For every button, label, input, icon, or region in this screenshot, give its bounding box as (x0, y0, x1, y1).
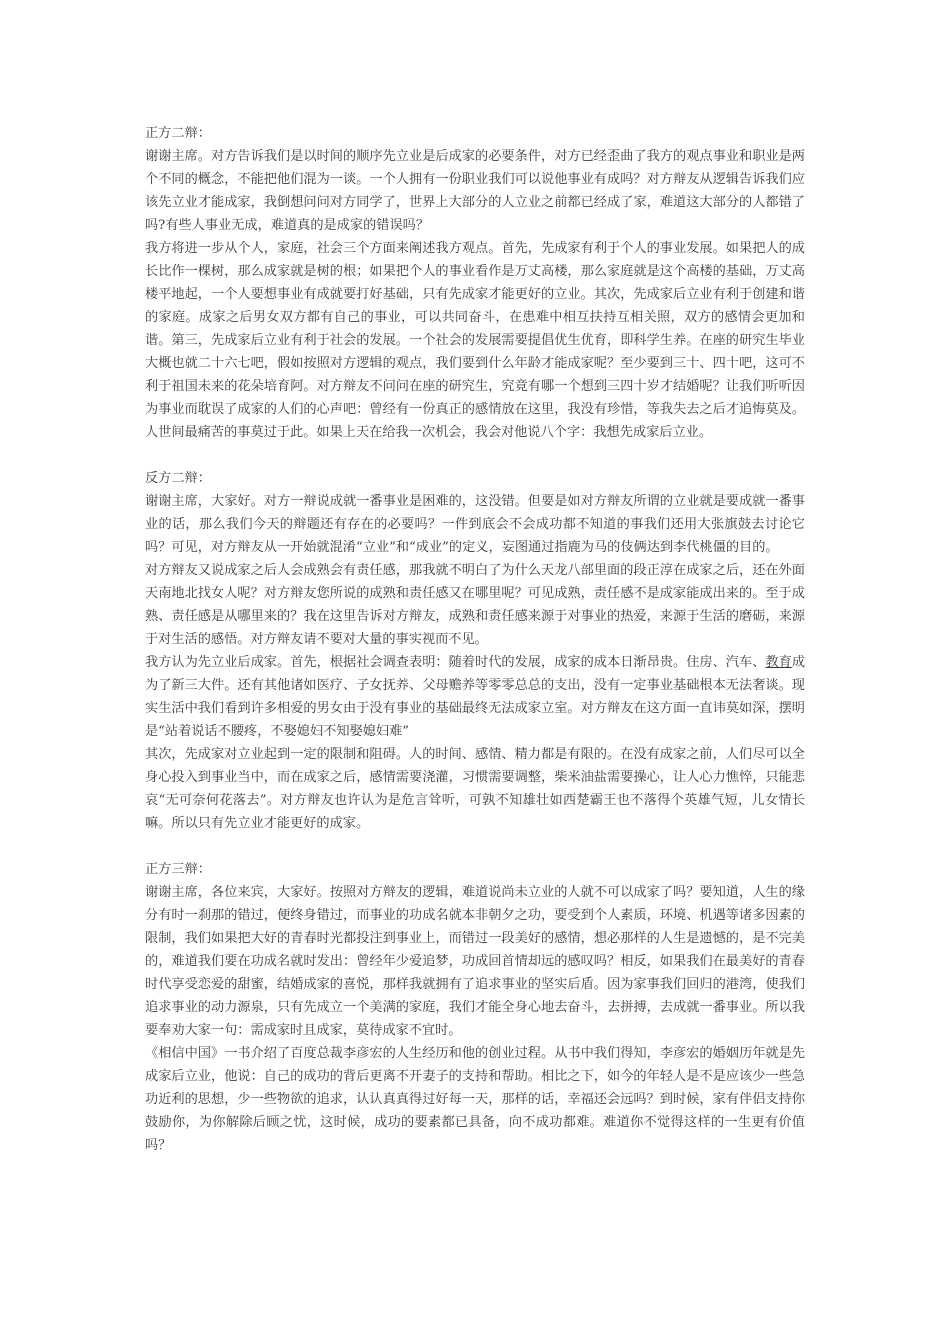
paragraph: 其次，先成家对立业起到一定的限制和阻碍。人的时间、感情、精力都是有限的。在没有成家之前，人们尽可以全身心投入到事业当中，而在成家之后，感情需要浇灌，习惯需要调整，柴米油盐需要操心，让人心力憔悴，只能悲哀“无可奈何花落去”。对方辩友也许认为是危言耸听，可孰不知雄壮如西楚霸王也不落得个英雄气短，儿女情长嘛。所以只有先立业才能更好的成家。 (145, 747, 805, 831)
education-link[interactable]: 教育 (765, 655, 792, 670)
section-heading: 正方三辩： (145, 862, 211, 877)
debate-document (145, 122, 805, 1157)
section-pro-third-debater (145, 858, 805, 1157)
paragraph: 谢谢主席，各位来宾，大家好。按照对方辩友的逻辑，难道说尚未立业的人就不可以成家了吗？要知道，人生的缘分有时一刹那的错过，便终身错过，而事业的功成名就本非朝夕之功，要受到个人素质，环境、机遇等诸多因素的限制，我们如果把大好的青春时光都投注到事业上，而错过一段美好的感情，想必那样的人生是遗憾的，是不完美的，难道我们要在功成名就时发出：曾经年少爱追梦，功成回首情却远的感叹吗？相反，如果我们在最美好的青春时代享受恋爱的甜蜜，结婚成家的喜悦，那样我就拥有了追求事业的坚实后盾。因为家事我们回归的港湾，使我们追求事业的动力源泉，只有先成立一个美满的家庭，我们才能全身心地去奋斗，去拼搏，去成就一番事业。所以我要奉劝大家一句：需成家时且成家，莫待成家不宜时。 (145, 885, 805, 1038)
paragraph-text-after: 成为了新三大件。还有其他诸如医疗、子女抚养、父母赡养等零零总总的支出，没有一定事业基础根本无法奢谈。现实生活中我们看到许多相爱的男女由于没有事业的基础最终无法成家立室。对方辩友在这方面一直讳莫如深，摆明是“站着说话不腰疼，不娶媳妇不知娶媳妇难” (145, 655, 806, 739)
paragraph: 谢谢主席，大家好。对方一辩说成就一番事业是困难的，这没错。但要是如对方辩友所谓的立业就是要成就一番事业的话，那么我们今天的辩题还有存在的必要吗？一件到底会不会成功都不知道的事我们还用大张旗鼓去讨论它吗？可见，对方辩友从一开始就混淆“立业”和“成业”的定义，妄图通过指鹿为马的伎俩达到李代桃僵的目的。 (145, 494, 805, 555)
section-con-second-debater (145, 467, 805, 835)
paragraph-text-before: 我方认为先立业后成家。首先，根据社会调查表明：随着时代的发展，成家的成本日渐昂贵。住房、汽车、 (145, 655, 766, 670)
paragraph-with-link (145, 651, 805, 743)
section-heading: 反方二辩： (145, 471, 211, 486)
paragraph: 《相信中国》一书介绍了百度总裁李彦宏的人生经历和他的创业过程。从书中我们得知，李彦宏的婚姻历年就是先成家后立业，他说：自己的成功的背后更离不开妻子的支持和帮助。相比之下，如今的年轻人是不是应该少一些急功近利的思想，少一些物欲的追求，认认真真得过好每一天，那样的话，幸福还会远吗？到时候，家有伴侣支持你鼓励你，为你解除后顾之忧，这时候，成功的要素都已具备，向不成功都难。难道你不觉得这样的一生更有价值吗？ (145, 1046, 805, 1153)
paragraph: 谢谢主席。对方告诉我们是以时间的顺序先立业是后成家的必要条件，对方已经歪曲了我方的观点事业和职业是两个不同的概念，不能把他们混为一谈。一个人拥有一份职业我们可以说他事业有成吗？对方辩友从逻辑告诉我们应该先立业才能成家，我倒想问问对方同学了，世界上大部分的人立业之前都已经成了家，难道这大部分的人都错了吗?有些人事业无成，难道真的是成家的错误吗？ (145, 149, 805, 233)
section-pro-second-debater (145, 122, 805, 444)
section-heading: 正方二辩： (145, 126, 211, 141)
paragraph: 对方辩友又说成家之后人会成熟会有责任感，那我就不明白了为什么天龙八部里面的段正淳在成家之后，还在外面天南地北找女人呢？对方辩友您所说的成熟和责任感又在哪里呢？可见成熟，责任感不是成家能成出来的。至于成熟、责任感是从哪里来的？我在这里告诉对方辩友，成熟和责任感来源于对事业的热爱，来源于生活的磨砺，来源于对生活的感悟。对方辩友请不要对大量的事实视而不见。 (145, 563, 805, 647)
paragraph: 我方将进一步从个人，家庭，社会三个方面来阐述我方观点。首先，先成家有利于个人的事业发展。如果把人的成长比作一棵树，那么成家就是树的根；如果把个人的事业看作是万丈高楼，那么家庭就是这个高楼的基础，万丈高楼平地起，一个人要想事业有成就要打好基础，只有先成家才能更好的立业。其次，先成家后立业有利于创建和谐的家庭。成家之后男女双方都有自己的事业，可以共同奋斗，在患难中相互扶持互相关照，双方的感情会更加和谐。第三，先成家后立业有利于社会的发展。一个社会的发展需要提倡优生优育，即科学生养。在座的研究生毕业大概也就二十六七吧，假如按照对方逻辑的观点，我们要到什么年龄才能成家呢？至少要到三十、四十吧，这可不利于祖国未来的花朵培育阿。对方辩友不问问在座的研究生，究竟有哪一个想到三四十岁才结婚呢？让我们听听因为事业而耽误了成家的人们的心声吧：曾经有一份真正的感情放在这里，我没有珍惜，等我失去之后才追悔莫及。人世间最痛苦的事莫过于此。如果上天在给我一次机会，我会对他说八个字：我想先成家后立业。 (145, 241, 805, 440)
